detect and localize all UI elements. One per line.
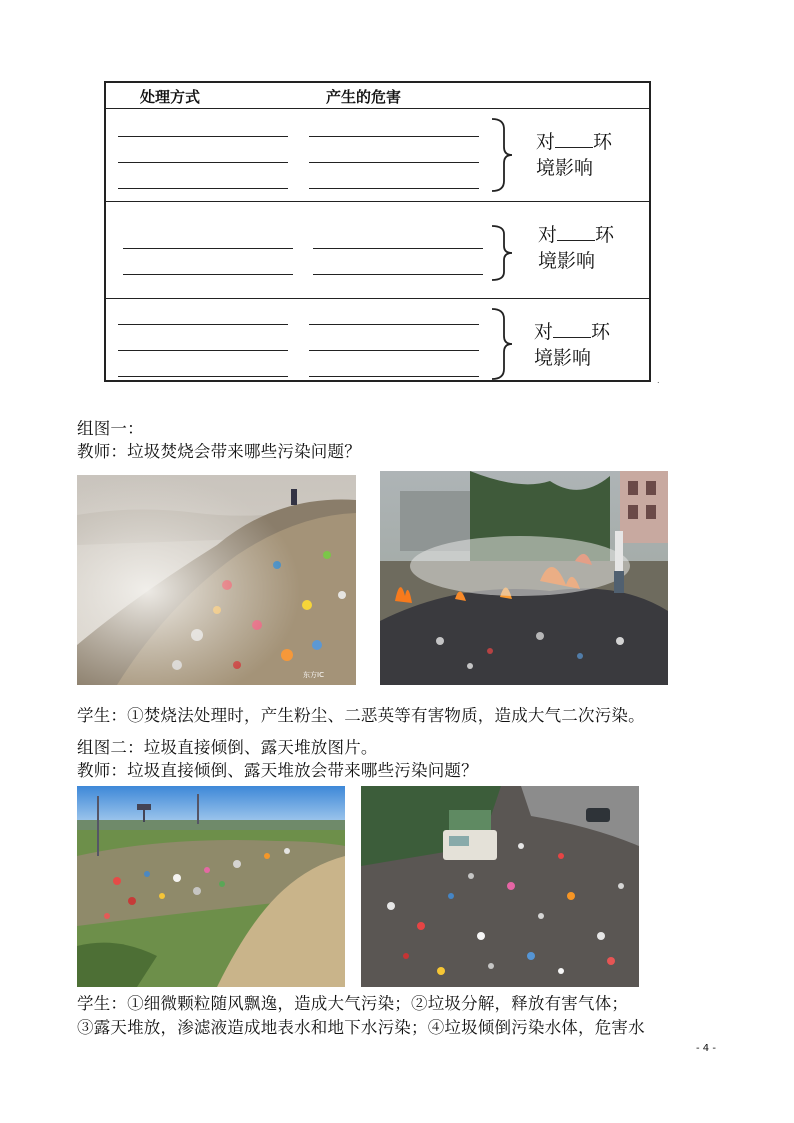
answer-blank[interactable] [309, 324, 479, 325]
paragraph-mark: . [657, 376, 660, 385]
table-row [106, 109, 649, 202]
group2-student-answer-line1: 学生：①细微颗粒随风飘逸，造成大气污染；②垃圾分解，释放有害气体； [77, 994, 629, 1013]
open-burning-trash-photo [380, 471, 668, 685]
group1-student-answer: 学生：①焚烧法处理时，产生粉尘、二恶英等有害物质，造成大气二次污染。 [77, 706, 645, 725]
group1-title: 组图一： [77, 419, 144, 438]
trash-field-photo [361, 786, 639, 987]
answer-blank[interactable] [309, 376, 479, 377]
roadside-dumping-photo [77, 786, 345, 987]
answer-blank[interactable] [118, 324, 288, 325]
group2-student-answer-line2: ③露天堆放，渗滤液造成地表水和地下水污染；④垃圾倾倒污染水体，危害水 [77, 1018, 645, 1037]
group2-title: 组图二：垃圾直接倾倒、露天堆放图片。 [77, 738, 378, 757]
answer-blank[interactable] [309, 136, 479, 137]
answer-blank[interactable] [118, 162, 288, 163]
right-brace-icon [490, 117, 514, 193]
header-method: 处理方式 [140, 88, 201, 106]
answer-blank[interactable] [309, 188, 479, 189]
page-number: - 4 - [696, 1043, 716, 1054]
right-brace-icon [490, 224, 514, 282]
answer-blank[interactable] [123, 274, 293, 275]
photo-watermark: 东方IC [303, 671, 324, 679]
header-harm: 产生的危害 [326, 88, 402, 106]
effect-blank[interactable] [553, 319, 591, 338]
answer-blank[interactable] [309, 162, 479, 163]
group1-teacher-question: 教师：垃圾焚烧会带来哪些污染问题？ [77, 442, 361, 461]
right-brace-icon [490, 307, 514, 381]
answer-blank[interactable] [118, 136, 288, 137]
answer-blank[interactable] [123, 248, 293, 249]
table-row [106, 299, 649, 382]
answer-blank[interactable] [118, 188, 288, 189]
effect-label: 对 环 境影响 [538, 224, 615, 272]
answer-blank[interactable] [118, 350, 288, 351]
group2-teacher-question: 教师：垃圾直接倾倒、露天堆放会带来哪些污染问题？ [77, 761, 478, 780]
effect-blank[interactable] [557, 222, 595, 241]
effect-blank[interactable] [555, 129, 593, 148]
burning-garbage-mound-photo [77, 475, 356, 685]
answer-blank[interactable] [313, 274, 483, 275]
worksheet-table [104, 81, 651, 382]
answer-blank[interactable] [118, 376, 288, 377]
table-row [106, 202, 649, 299]
table-header [106, 83, 649, 109]
effect-label: 对 环 境影响 [536, 131, 613, 179]
answer-blank[interactable] [309, 350, 479, 351]
answer-blank[interactable] [313, 248, 483, 249]
effect-label: 对 环 境影响 [534, 321, 611, 369]
